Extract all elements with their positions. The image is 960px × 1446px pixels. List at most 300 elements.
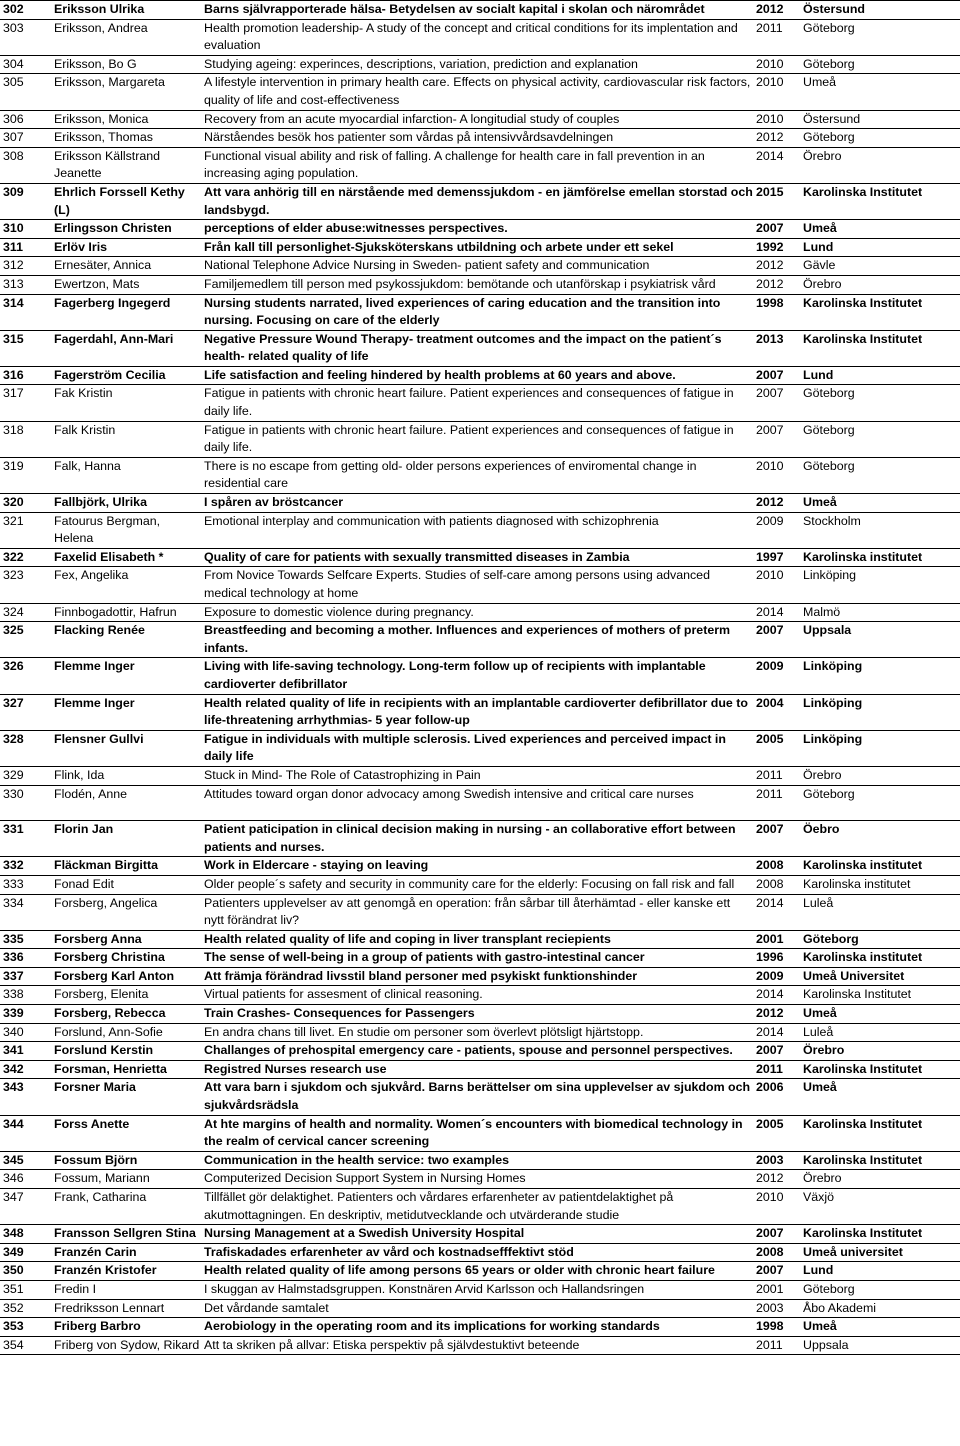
year: 2015: [753, 183, 800, 219]
row-number: 337: [0, 967, 51, 986]
table-row: [0, 1, 960, 20]
row-number: 327: [0, 694, 51, 730]
thesis-title: At hte margins of health and normality. Women´s encounters with biomedical technology in the realm of cervical cancer screening: [201, 1115, 753, 1151]
thesis-title: Nursing Management at a Swedish University Hospital: [201, 1225, 753, 1244]
year: 1996: [753, 949, 800, 968]
year: 2014: [753, 603, 800, 622]
year: 2014: [753, 147, 800, 183]
author-name: Faxelid Elisabeth *: [51, 548, 201, 567]
thesis-title: Health related quality of life in recipients with an implantable cardioverter defibrillator due to life-threatening arrhythmias- 5 year follow-up: [201, 694, 753, 730]
university: Örebro: [800, 275, 960, 294]
row-number: 353: [0, 1318, 51, 1337]
year: 2007: [753, 622, 800, 658]
year: 2007: [753, 821, 800, 857]
author-name: Fallbjörk, Ulrika: [51, 494, 201, 513]
university: Göteborg: [800, 930, 960, 949]
thesis-title: Att ta skriken på allvar: Etiska perspektiv på självdestuktivt beteende: [201, 1336, 753, 1355]
thesis-title: Health promotion leadership- A study of the concept and critical conditions for its implentation and evaluation: [201, 19, 753, 55]
author-name: Fagerström Cecilia: [51, 366, 201, 385]
year: 2007: [753, 1042, 800, 1061]
year: 2008: [753, 875, 800, 894]
table-row: [0, 275, 960, 294]
table-row: [0, 74, 960, 110]
thesis-title: Breastfeeding and becoming a mother. Influences and experiences of mothers of preterm infants.: [201, 622, 753, 658]
table-row: [0, 930, 960, 949]
university: Linköping: [800, 567, 960, 603]
university: Göteborg: [800, 421, 960, 457]
row-number: 334: [0, 894, 51, 930]
thesis-title: Challanges of prehospital emergency care - patients, spouse and personnel perspectives.: [201, 1042, 753, 1061]
row-number: 311: [0, 238, 51, 257]
row-number: 348: [0, 1225, 51, 1244]
thesis-title: Computerized Decision Support System in Nursing Homes: [201, 1170, 753, 1189]
author-name: Flacking Renée: [51, 622, 201, 658]
thesis-title: Functional visual ability and risk of falling. A challenge for health care in fall prevention in an increasing aging population.: [201, 147, 753, 183]
university: Örebro: [800, 766, 960, 785]
table-row: [0, 183, 960, 219]
table-row: [0, 238, 960, 257]
year: 2010: [753, 567, 800, 603]
university: Örebro: [800, 1042, 960, 1061]
table-row: [0, 366, 960, 385]
author-name: Fredin I: [51, 1280, 201, 1299]
university: Göteborg: [800, 785, 960, 821]
year: 2005: [753, 1115, 800, 1151]
thesis-title: A lifestyle intervention in primary health care. Effects on physical activity, cardiovascular risk factors, quality of life and cost-effectiveness: [201, 74, 753, 110]
table-row: [0, 294, 960, 330]
thesis-title: Living with life-saving technology. Long-term follow up of recipients with implantable cardioverter defibrillator: [201, 658, 753, 694]
university: Umeå Universitet: [800, 967, 960, 986]
year: 2010: [753, 457, 800, 493]
row-number: 321: [0, 512, 51, 548]
year: 2008: [753, 857, 800, 876]
university: Karolinska Institutet: [800, 986, 960, 1005]
table-row: [0, 494, 960, 513]
row-number: 328: [0, 730, 51, 766]
row-number: 305: [0, 74, 51, 110]
year: 2007: [753, 1262, 800, 1281]
thesis-title: Patienters upplevelser av att genomgå en operation: från sårbar till återhämtad - eller kanske ett nytt förändrat liv?: [201, 894, 753, 930]
row-number: 339: [0, 1005, 51, 1024]
university: Lund: [800, 238, 960, 257]
university: Göteborg: [800, 457, 960, 493]
thesis-title: En andra chans till livet. En studie om personer som överlevt plötsligt hjärtstopp.: [201, 1023, 753, 1042]
year: 2009: [753, 512, 800, 548]
year: 2007: [753, 366, 800, 385]
table-row: [0, 110, 960, 129]
author-name: Erlingsson Christen: [51, 220, 201, 239]
author-name: Friberg Barbro: [51, 1318, 201, 1337]
year: 2014: [753, 986, 800, 1005]
university: Karolinska Institutet: [800, 1060, 960, 1079]
university: Umeå: [800, 1005, 960, 1024]
thesis-title: Fatigue in patients with chronic heart failure. Patient experiences and consequences of fatigue in daily life.: [201, 385, 753, 421]
author-name: Forsner Maria: [51, 1079, 201, 1115]
university: Umeå: [800, 1079, 960, 1115]
year: 1997: [753, 548, 800, 567]
author-name: Fagerberg Ingegerd: [51, 294, 201, 330]
author-name: Friberg von Sydow, Rikard: [51, 1336, 201, 1355]
thesis-title: Recovery from an acute myocardial infarction- A longitudial study of couples: [201, 110, 753, 129]
thesis-title: Från kall till personlighet-Sjuksköterskans utbildning och arbete under ett sekel: [201, 238, 753, 257]
year: 2011: [753, 766, 800, 785]
author-name: Fak Kristin: [51, 385, 201, 421]
row-number: 354: [0, 1336, 51, 1355]
table-row: [0, 821, 960, 857]
thesis-title: Trafiskadades erfarenheter av vård och kostnadsefffektivt stöd: [201, 1243, 753, 1262]
table-row: [0, 603, 960, 622]
university: Karolinska institutet: [800, 949, 960, 968]
university: Lund: [800, 366, 960, 385]
author-name: Forsberg Christina: [51, 949, 201, 968]
thesis-title: Fatigue in patients with chronic heart failure. Patient experiences and consequences of fatigue in daily life.: [201, 421, 753, 457]
year: 2009: [753, 967, 800, 986]
row-number: 346: [0, 1170, 51, 1189]
university: Linköping: [800, 730, 960, 766]
year: 2007: [753, 421, 800, 457]
author-name: Flink, Ida: [51, 766, 201, 785]
table-row: [0, 658, 960, 694]
table-row: [0, 967, 960, 986]
year: 2014: [753, 1023, 800, 1042]
row-number: 347: [0, 1189, 51, 1225]
row-number: 335: [0, 930, 51, 949]
author-name: Forslund Kerstin: [51, 1042, 201, 1061]
university: Göteborg: [800, 55, 960, 74]
author-name: Eriksson, Andrea: [51, 19, 201, 55]
university: Umeå universitet: [800, 1243, 960, 1262]
row-number: 326: [0, 658, 51, 694]
university: Åbo Akademi: [800, 1299, 960, 1318]
row-number: 318: [0, 421, 51, 457]
year: 1998: [753, 1318, 800, 1337]
university: Karolinska Institutet: [800, 294, 960, 330]
year: 2012: [753, 1005, 800, 1024]
table-row: [0, 894, 960, 930]
thesis-title: Att främja förändrad livsstil bland personer med psykiskt funktionshinder: [201, 967, 753, 986]
thesis-title: I skuggan av Halmstadsgruppen. Konstnären Arvid Karlsson och Hallandsringen: [201, 1280, 753, 1299]
table-row: [0, 1336, 960, 1355]
row-number: 319: [0, 457, 51, 493]
thesis-title: Work in Eldercare - staying on leaving: [201, 857, 753, 876]
author-name: Fagerdahl, Ann-Mari: [51, 330, 201, 366]
year: 2007: [753, 1225, 800, 1244]
table-row: [0, 694, 960, 730]
university: Malmö: [800, 603, 960, 622]
table-row: [0, 55, 960, 74]
year: 1998: [753, 294, 800, 330]
row-number: 306: [0, 110, 51, 129]
university: Karolinska Institutet: [800, 1225, 960, 1244]
table-row: [0, 1225, 960, 1244]
university: Göteborg: [800, 1280, 960, 1299]
row-number: 341: [0, 1042, 51, 1061]
university: Karolinska institutet: [800, 857, 960, 876]
table-row: [0, 512, 960, 548]
year: 2006: [753, 1079, 800, 1115]
table-row: [0, 1060, 960, 1079]
author-name: Flensner Gullvi: [51, 730, 201, 766]
row-number: 343: [0, 1079, 51, 1115]
university: Umeå: [800, 220, 960, 239]
thesis-title: Tillfället gör delaktighet. Patienters och vårdares erfarenheter av patientdelaktighet på akutmottagningen. En deskriptiv, metidutvecklande och utvärderande studie: [201, 1189, 753, 1225]
table-row: [0, 421, 960, 457]
university: Göteborg: [800, 19, 960, 55]
university: Karolinska Institutet: [800, 1115, 960, 1151]
year: 2012: [753, 1, 800, 20]
year: 2012: [753, 129, 800, 148]
row-number: 344: [0, 1115, 51, 1151]
university: Uppsala: [800, 1336, 960, 1355]
row-number: 342: [0, 1060, 51, 1079]
table-row: [0, 129, 960, 148]
year: 2012: [753, 275, 800, 294]
author-name: Forss Anette: [51, 1115, 201, 1151]
author-name: Franzén Carin: [51, 1243, 201, 1262]
row-number: 333: [0, 875, 51, 894]
table-body: [0, 1, 960, 1355]
university: Umeå: [800, 74, 960, 110]
university: Umeå: [800, 1318, 960, 1337]
table-row: [0, 220, 960, 239]
table-row: [0, 1318, 960, 1337]
year: 2010: [753, 74, 800, 110]
row-number: 332: [0, 857, 51, 876]
year: 1992: [753, 238, 800, 257]
thesis-title: The sense of well-being in a group of patients with gastro-intestinal cancer: [201, 949, 753, 968]
university: Luleå: [800, 1023, 960, 1042]
row-number: 316: [0, 366, 51, 385]
row-number: 303: [0, 19, 51, 55]
year: 2003: [753, 1299, 800, 1318]
university: Uppsala: [800, 622, 960, 658]
university: Linköping: [800, 694, 960, 730]
thesis-title: Studying ageing: experinces, descriptions, variation, prediction and explanation: [201, 55, 753, 74]
author-name: Forsberg Anna: [51, 930, 201, 949]
author-name: Falk Kristin: [51, 421, 201, 457]
year: 2011: [753, 1060, 800, 1079]
row-number: 351: [0, 1280, 51, 1299]
thesis-title: Nursing students narrated, lived experiences of caring education and the transition into nursing. Focusing on care of the elderly: [201, 294, 753, 330]
author-name: Ernesäter, Annica: [51, 257, 201, 276]
university: Göteborg: [800, 129, 960, 148]
author-name: Eriksson Ulrika: [51, 1, 201, 20]
year: 2004: [753, 694, 800, 730]
author-name: Erlöv Iris: [51, 238, 201, 257]
author-name: Frank, Catharina: [51, 1189, 201, 1225]
thesis-title: Att vara barn i sjukdom och sjukvård. Barns berättelser om sina upplevelser av sjukdom och sjukvårdsrädsla: [201, 1079, 753, 1115]
author-name: Ewertzon, Mats: [51, 275, 201, 294]
table-row: [0, 986, 960, 1005]
table-row: [0, 875, 960, 894]
year: 2012: [753, 494, 800, 513]
row-number: 336: [0, 949, 51, 968]
thesis-title: Exposure to domestic violence during pregnancy.: [201, 603, 753, 622]
thesis-title: Health related quality of life among persons 65 years or older with chronic heart failure: [201, 1262, 753, 1281]
table-row: [0, 785, 960, 821]
year: 2010: [753, 1189, 800, 1225]
table-row: [0, 330, 960, 366]
row-number: 349: [0, 1243, 51, 1262]
author-name: Ehrlich Forssell Kethy (L): [51, 183, 201, 219]
row-number: 325: [0, 622, 51, 658]
university: Karolinska Institutet: [800, 183, 960, 219]
university: Umeå: [800, 494, 960, 513]
thesis-title: Communication in the health service: two examples: [201, 1151, 753, 1170]
thesis-title: Registred Nurses research use: [201, 1060, 753, 1079]
table-row: [0, 385, 960, 421]
table-row: [0, 730, 960, 766]
year: 2012: [753, 1170, 800, 1189]
author-name: Fransson Sellgren Stina: [51, 1225, 201, 1244]
university: Östersund: [800, 1, 960, 20]
author-name: Forslund, Ann-Sofie: [51, 1023, 201, 1042]
thesis-title: Aerobiology in the operating room and its implications for working standards: [201, 1318, 753, 1337]
thesis-title: Quality of care for patients with sexually transmitted diseases in Zambia: [201, 548, 753, 567]
row-number: 322: [0, 548, 51, 567]
author-name: Forsberg, Rebecca: [51, 1005, 201, 1024]
author-name: Flemme Inger: [51, 694, 201, 730]
thesis-title: There is no escape from getting old- older persons experiences of enviromental change in residential care: [201, 457, 753, 493]
university: Örebro: [800, 1170, 960, 1189]
table-row: [0, 1280, 960, 1299]
university: Östersund: [800, 110, 960, 129]
author-name: Forsberg, Elenita: [51, 986, 201, 1005]
author-name: Fonad Edit: [51, 875, 201, 894]
thesis-title: Patient paticipation in clinical decision making in nursing - an collaborative effort between patients and nurses.: [201, 821, 753, 857]
table-row: [0, 19, 960, 55]
row-number: 338: [0, 986, 51, 1005]
table-row: [0, 1023, 960, 1042]
year: 2009: [753, 658, 800, 694]
thesis-title: perceptions of elder abuse:witnesses perspectives.: [201, 220, 753, 239]
thesis-title: Emotional interplay and communication with patients diagnosed with schizophrenia: [201, 512, 753, 548]
university: Linköping: [800, 658, 960, 694]
row-number: 309: [0, 183, 51, 219]
university: Örebro: [800, 147, 960, 183]
row-number: 345: [0, 1151, 51, 1170]
row-number: 329: [0, 766, 51, 785]
university: Stockholm: [800, 512, 960, 548]
author-name: Forsberg, Angelica: [51, 894, 201, 930]
thesis-title: Stuck in Mind- The Role of Catastrophizing in Pain: [201, 766, 753, 785]
year: 2005: [753, 730, 800, 766]
row-number: 304: [0, 55, 51, 74]
thesis-title: Familjemedlem till person med psykossjukdom: bemötande och utanförskap i psykiatrisk vård: [201, 275, 753, 294]
table-row: [0, 622, 960, 658]
row-number: 323: [0, 567, 51, 603]
university: Karolinska institutet: [800, 875, 960, 894]
thesis-title: I spåren av bröstcancer: [201, 494, 753, 513]
author-name: Franzén Kristofer: [51, 1262, 201, 1281]
university: Öebro: [800, 821, 960, 857]
author-name: Flodén, Anne: [51, 785, 201, 821]
table-row: [0, 949, 960, 968]
row-number: 330: [0, 785, 51, 821]
row-number: 302: [0, 1, 51, 20]
thesis-title: Negative Pressure Wound Therapy- treatment outcomes and the impact on the patient´s health- related quality of life: [201, 330, 753, 366]
author-name: Eriksson, Bo G: [51, 55, 201, 74]
author-name: Fläckman Birgitta: [51, 857, 201, 876]
table-row: [0, 457, 960, 493]
thesis-title: Barns självrapporterade hälsa- Betydelsen av socialt kapital i skolan och närområdet: [201, 1, 753, 20]
row-number: 350: [0, 1262, 51, 1281]
table-row: [0, 1079, 960, 1115]
table-row: [0, 1170, 960, 1189]
university: Växjö: [800, 1189, 960, 1225]
thesis-title: From Novice Towards Selfcare Experts. Studies of self-care among persons using advanced medical technology at home: [201, 567, 753, 603]
thesis-title: Older people´s safety and security in community care for the elderly: Focusing on fall risk and fall: [201, 875, 753, 894]
thesis-title: Virtual patients for assesment of clinical reasoning.: [201, 986, 753, 1005]
year: 2011: [753, 19, 800, 55]
table-row: [0, 548, 960, 567]
thesis-title: Att vara anhörig till en närstående med demenssjukdom - en jämförelse emellan storstad och landsbygd.: [201, 183, 753, 219]
year: 2012: [753, 257, 800, 276]
row-number: 331: [0, 821, 51, 857]
author-name: Fatourus Bergman, Helena: [51, 512, 201, 548]
author-name: Fredriksson Lennart: [51, 1299, 201, 1318]
row-number: 312: [0, 257, 51, 276]
row-number: 310: [0, 220, 51, 239]
author-name: Fossum Björn: [51, 1151, 201, 1170]
table-row: [0, 1262, 960, 1281]
thesis-title: Närståendes besök hos patienter som vårdas på intensivvårdsavdelningen: [201, 129, 753, 148]
thesis-title: Attitudes toward organ donor advocacy among Swedish intensive and critical care nurses: [201, 785, 753, 821]
author-name: Fossum, Mariann: [51, 1170, 201, 1189]
row-number: 307: [0, 129, 51, 148]
university: Luleå: [800, 894, 960, 930]
thesis-title: Det vårdande samtalet: [201, 1299, 753, 1318]
university: Karolinska institutet: [800, 548, 960, 567]
year: 2014: [753, 894, 800, 930]
university: Göteborg: [800, 385, 960, 421]
table-row: [0, 857, 960, 876]
author-name: Eriksson, Thomas: [51, 129, 201, 148]
table-row: [0, 1299, 960, 1318]
table-row: [0, 766, 960, 785]
year: 2001: [753, 1280, 800, 1299]
row-number: 352: [0, 1299, 51, 1318]
year: 2003: [753, 1151, 800, 1170]
year: 2007: [753, 385, 800, 421]
author-name: Eriksson, Margareta: [51, 74, 201, 110]
table-row: [0, 147, 960, 183]
author-name: Eriksson Källstrand Jeanette: [51, 147, 201, 183]
table-row: [0, 1151, 960, 1170]
table-row: [0, 1042, 960, 1061]
year: 2013: [753, 330, 800, 366]
author-name: Florin Jan: [51, 821, 201, 857]
year: 2008: [753, 1243, 800, 1262]
row-number: 324: [0, 603, 51, 622]
author-name: Finnbogadottir, Hafrun: [51, 603, 201, 622]
row-number: 315: [0, 330, 51, 366]
university: Gävle: [800, 257, 960, 276]
university: Karolinska Institutet: [800, 1151, 960, 1170]
author-name: Flemme Inger: [51, 658, 201, 694]
author-name: Forsman, Henrietta: [51, 1060, 201, 1079]
row-number: 320: [0, 494, 51, 513]
author-name: Fex, Angelika: [51, 567, 201, 603]
row-number: 313: [0, 275, 51, 294]
thesis-title: National Telephone Advice Nursing in Sweden- patient safety and communication: [201, 257, 753, 276]
year: 2010: [753, 55, 800, 74]
university: Karolinska Institutet: [800, 330, 960, 366]
author-name: Forsberg Karl Anton: [51, 967, 201, 986]
author-name: Eriksson, Monica: [51, 110, 201, 129]
thesis-title: Fatigue in individuals with multiple sclerosis. Lived experiences and perceived impact in daily life: [201, 730, 753, 766]
year: 2010: [753, 110, 800, 129]
